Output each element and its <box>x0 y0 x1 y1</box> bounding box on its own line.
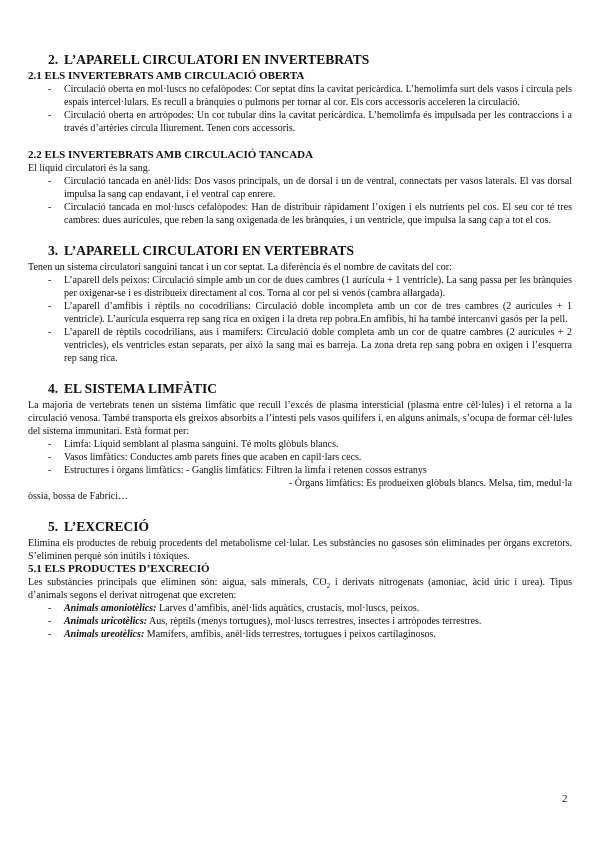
list-item: - Circulació oberta en mol·luscs no cefalòpodes: Cor septat dins la cavitat pericàrdica. L’hemolimfa surt dels vasos i circula pels espais intercel·lulars. Es recull a brànquies o pulmons per tornar al cor. Els cors accessoris acceleren la circulació. <box>28 83 572 109</box>
definition: Larves d’amfibis, anèl·lids aquàtics, crustacis, mol·luscs, peixos. <box>156 603 420 614</box>
list-item: - Estructures i òrgans limfàtics: - Ganglis limfàtics: Filtren la limfa i retenen cossos estranys <box>28 464 572 477</box>
list-item: - L’aparell dels peixos: Circulació simple amb un cor de dues cambres (1 aurícula + 1 ventricle). La sang passa per les brànquies per oxigenar-se i es distribueix directament al cos. Torna al cor pel si venós (cambra allargada). <box>28 274 572 300</box>
list-item <box>28 602 572 615</box>
section-title: EL SISTEMA LIMFÀTIC <box>64 381 218 396</box>
section-2-heading <box>48 52 572 68</box>
paragraph-organs <box>28 477 572 503</box>
organs-line: - Òrgans limfàtics: Es produeixen glòbuls blancs. Melsa, tim, medul·la <box>288 478 572 489</box>
term: Animals ureotèlics: <box>64 629 145 640</box>
section-title: L’APARELL CIRCULATORI EN INVERTEBRATS <box>64 52 370 67</box>
term: Animals amoniotèlics: <box>64 603 157 614</box>
section-title: L’EXCRECIÓ <box>64 519 150 534</box>
subsection-2-2-heading: 2.2 ELS INVERTEBRATS AMB CIRCULACIÓ TANCADA <box>28 149 314 161</box>
text-part: Les substàncies principals que eliminen són: aigua, sals minerals, CO <box>28 577 327 588</box>
list-item <box>28 628 572 641</box>
list-item: - Circulació tancada en anèl·lids: Dos vasos principals, un de dorsal i un de ventral, connectats per vasos laterals. El vas dorsal impulsa la sang cap endavant, i el ventral cap enrere. <box>28 175 572 201</box>
list-item: - L’aparell de rèptils cocodrilians, aus i mamífers: Circulació doble completa amb un cor de quatre cambres (2 aurícules + 2 ventricles), els ventricles estan separats, per això la sang mai es barreja. La zona dreta rep sang pobra en oxigen i l’esquerra rep sang rica. <box>28 326 572 365</box>
bullet-list <box>28 438 572 477</box>
paragraph: Elimina els productes de rebuig procedents del metabolisme cel·lular. Les substàncies no gasoses són eliminades per òrgans excretors. S’eliminen perquè són inútils i tòxiques. <box>28 538 572 562</box>
section-number: 2. <box>48 52 59 67</box>
section-number: 3. <box>48 243 59 258</box>
list-item: - Limfa: Líquid semblant al plasma sanguini. Té molts glòbuls blancs. <box>28 438 572 451</box>
subscript: 2 <box>326 582 331 590</box>
section-number: 4. <box>48 381 59 396</box>
list-item <box>28 615 572 628</box>
list-item: - Vasos limfàtics: Conductes amb parets fines que acaben en capil·lars cecs. <box>28 451 572 464</box>
organs-line-cont: òssia, bossa de Fabrici… <box>28 491 128 502</box>
bullet-list <box>28 175 572 227</box>
list-item: - Circulació tancada en mol·luscs cefalòpodes: Han de distribuir ràpidament l’oxigen i els nutrients pel cos. El seu cor té tres cambres: dues aurícules, que reben la sang oxigenada de les brànquies, i un ventricle, que impulsa la sang cap a tot el cos. <box>28 201 572 227</box>
section-4-heading <box>48 381 572 397</box>
definition: Aus, rèptils (menys tortugues), mol·luscs terrestres, insectes i artròpodes terrestres. <box>147 616 482 627</box>
text-part: i derivats nitrogenats (amoníac, àcid úric i urea). Tipus d’animals segons el derivat nitrogenat que excreten: <box>28 577 572 601</box>
list-item: - L’aparell d’amfibis i rèptils no cocodrilians: Circulació doble incompleta amb un cor de tres cambres (2 aurícules + 1 ventricle). L’aurícula esquerra rep sang rica en oxigen i la dreta rep pobra.En amfibis, hi ha també intercanvi gasós per la pell. <box>28 300 572 326</box>
document-page <box>28 52 572 641</box>
section-3-heading <box>48 243 572 259</box>
list-item: - Circulació oberta en artròpodes: Un cor tubular dins la cavitat pericàrdica. L’hemolimfa és impulsada per les contraccions i a través d’artèries circula lliurement. Tenen cors accessoris. <box>28 109 572 135</box>
bullet-list <box>28 602 572 641</box>
subsection-2-1-heading: 2.1 ELS INVERTEBRATS AMB CIRCULACIÓ OBERTA <box>28 70 305 82</box>
term: Animals uricotèlics: <box>64 616 148 627</box>
section-5-heading <box>48 519 572 535</box>
paragraph <box>28 576 572 602</box>
subsection-5-1-heading: 5.1 ELS PRODUCTES D’EXCRECIÓ <box>28 563 210 575</box>
page-number: 2 <box>562 793 568 805</box>
section-title: L’APARELL CIRCULATORI EN VERTEBRATS <box>64 243 354 258</box>
paragraph: La majoria de vertebrats tenen un sistema limfàtic que recull l’excés de plasma intersticial (plasma entre cèl·lules) i el retorna a la circulació venosa. També transporta els greixos absorbits a l’intestí pels vasos quilífers i, en alguns animals, s’ocupa de formar cèl·lules del sistema immunitari. Està format per: <box>28 400 572 437</box>
paragraph: Tenen un sistema circulatori sanguini tancat i un cor septat. La diferència és el nombre de cavitats del cor: <box>28 262 452 273</box>
bullet-list <box>28 83 572 135</box>
definition: Mamífers, amfibis, anèl·lids terrestres, tortugues i peixos cartilaginosos. <box>144 629 436 640</box>
bullet-list <box>28 274 572 365</box>
paragraph: El líquid circulatori és la sang. <box>28 163 151 174</box>
section-number: 5. <box>48 519 59 534</box>
